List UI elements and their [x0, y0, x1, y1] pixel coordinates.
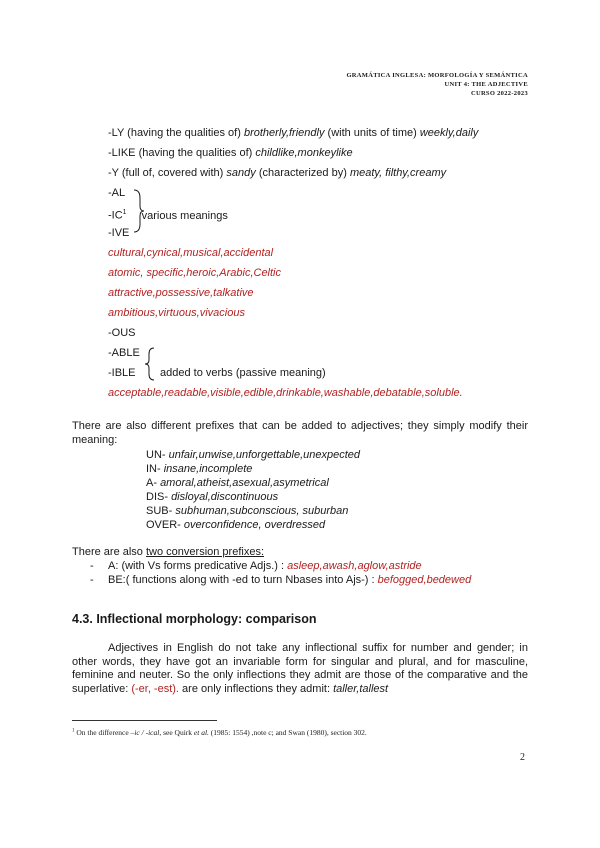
conversion-a-examples: asleep,awash,aglow,astride — [287, 560, 422, 572]
prefix-intro: There are also different prefixes that can be added to adjectives; they simply modify their meaning: — [72, 420, 528, 446]
suffix-al: -AL — [108, 187, 126, 199]
prefix-label: IN- — [146, 463, 161, 475]
section-paragraph — [72, 642, 528, 696]
prefix-over — [146, 518, 325, 532]
brace-able-ible — [144, 346, 158, 382]
ly-examples-1: brotherly,friendly — [243, 127, 325, 139]
added-to-verbs: added to verbs (passive meaning) — [160, 367, 326, 379]
page-number: 2 — [520, 752, 525, 763]
footnote-a: On the difference – — [76, 728, 135, 737]
y-text: -Y (full of, covered with) — [108, 167, 224, 179]
y-examples-2: meaty, filthy,creamy — [349, 167, 447, 179]
conversion-item-a — [90, 559, 422, 573]
conversion-underlined: two conversion prefixes: — [146, 546, 264, 558]
suffix-ous: -OUS — [108, 327, 136, 339]
examples-al: cultural,cynical,musical,accidental — [108, 247, 274, 259]
prefix-label: SUB- — [146, 505, 173, 517]
y-examples-1: sandy — [226, 167, 256, 179]
section-heading: 4.3. Inflectional morphology: comparison — [72, 612, 317, 626]
prefix-examples: amoral,atheist,asexual,asymetrical — [160, 477, 329, 489]
prefix-un — [146, 448, 360, 462]
examples-ive: attractive,possessive,talkative — [108, 287, 254, 299]
prefix-label: A- — [146, 477, 157, 489]
header-year: CURSO 2022-2023 — [470, 90, 528, 97]
bullet-dash: - — [90, 560, 94, 572]
prefix-a — [146, 476, 329, 490]
bullet-dash: - — [90, 574, 94, 586]
like-text: -LIKE (having the qualities of) — [108, 147, 253, 159]
suffix-ly — [108, 126, 478, 140]
like-examples: childlike,monkeylike — [255, 147, 353, 159]
ly-examples-2: weekly,daily — [419, 127, 479, 139]
para-example: taller,tallest — [333, 682, 389, 695]
suffix-ic — [108, 206, 228, 223]
examples-able: acceptable,readable,visible,edible,drinkable,washable,debatable,soluble. — [108, 387, 463, 399]
header-course-title: GRAMÁTICA INGLESA: MORFOLOGÍA Y SEMÁNTICA — [346, 72, 528, 79]
conversion-intro-text: There are also — [72, 546, 143, 558]
examples-ic: atomic, specific,heroic,Arabic,Celtic — [108, 267, 282, 279]
prefix-label: DIS- — [146, 491, 168, 503]
footnote-number: 1 — [72, 728, 75, 734]
footnote-ref: 1 — [122, 209, 127, 216]
prefix-label: UN- — [146, 449, 166, 461]
examples-ous: ambitious,virtuous,vivacious — [108, 307, 245, 319]
ly-text: -LY (having the qualities of) — [108, 127, 241, 139]
prefix-examples: unfair,unwise,unforgettable,unexpected — [168, 449, 361, 461]
prefix-examples: insane,incomplete — [163, 463, 253, 475]
prefix-examples: disloyal,discontinuous — [171, 491, 279, 503]
prefix-examples: overconfidence, overdressed — [183, 519, 326, 531]
prefix-in — [146, 462, 252, 476]
ly-mid: (with units of time) — [327, 127, 417, 139]
various-meanings: various meanings — [141, 209, 228, 222]
suffix-ible: -IBLE — [108, 367, 136, 379]
prefix-dis — [146, 490, 278, 504]
ic-text: -IC — [108, 209, 123, 222]
prefix-examples: subhuman,subconscious, suburban — [175, 505, 349, 517]
suffix-y — [108, 166, 446, 180]
conversion-be-text: BE:( functions along with -ed to turn Nbases into Ajs-) : — [108, 574, 375, 586]
para-text-b: are only inflections they admit: — [178, 682, 334, 695]
y-mid: (characterized by) — [258, 167, 347, 179]
prefix-sub — [146, 504, 348, 518]
conversion-a-text: A: (with Vs forms predicative Adjs.) : — [108, 560, 285, 572]
conversion-item-be — [90, 573, 471, 587]
para-inflections: (-er, -est). — [131, 682, 179, 695]
para-text-a: Adjectives in English do not take any inflectional suffix for number and gender; in other words, they have got an invariable form for singular and plural, and for masculine, feminine and neuter. So the only inflections they admit are those of the comparative and the superlative: — [72, 642, 528, 695]
conversion-intro — [72, 545, 264, 559]
header-unit: UNIT 4: THE ADJECTIVE — [444, 81, 528, 88]
suffix-ive: -IVE — [108, 227, 130, 239]
footnote-rule — [72, 720, 217, 721]
footnote-e: (1985: 1554) ,note c; and Swan (1980), section 302. — [208, 728, 367, 737]
prefix-label: OVER- — [146, 519, 181, 531]
footnote-c: , see Quirk — [159, 728, 194, 737]
footnote-b: ic / -ical — [134, 728, 160, 737]
footnote-d: et al. — [193, 728, 209, 737]
suffix-like — [108, 146, 353, 160]
conversion-be-examples: befogged,bedewed — [377, 574, 472, 586]
suffix-able: -ABLE — [108, 347, 140, 359]
footnote — [72, 728, 367, 737]
